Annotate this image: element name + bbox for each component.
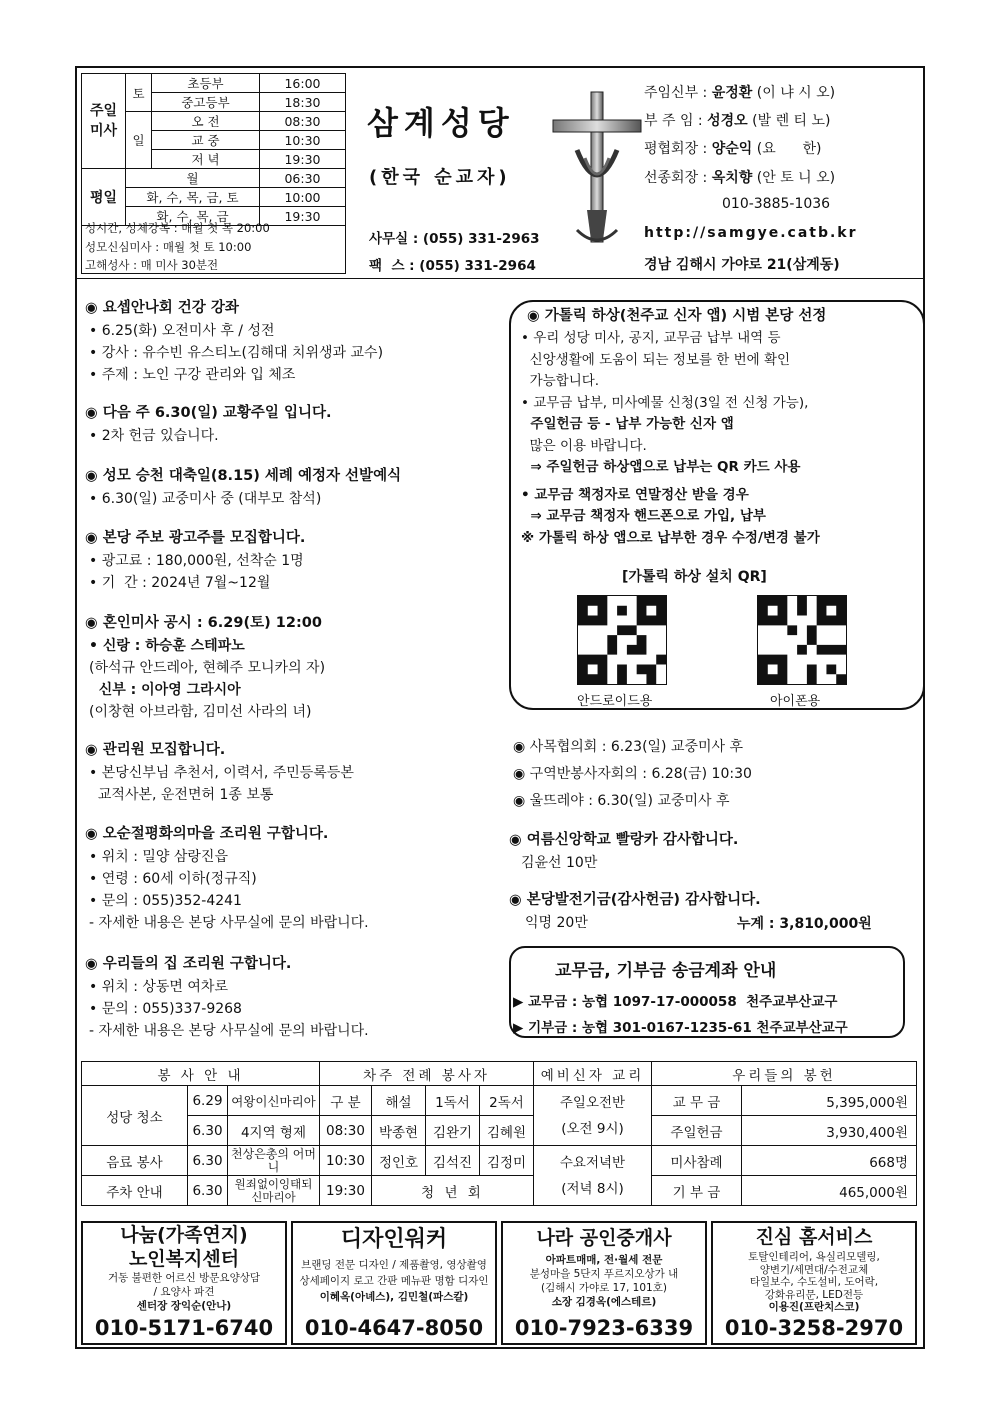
notice-line: • 6.30(일) 교중미사 중 (대부모 참석) — [89, 491, 322, 507]
meeting-item: ◉ 구역반봉사자회의 : 6.28(금) 10:30 — [513, 766, 752, 782]
liturgy-cell: 김정미 — [480, 1146, 534, 1176]
liturgy-cell: 김혜원 — [480, 1116, 534, 1146]
ad-title: 진심 홈서비스 — [755, 1226, 873, 1248]
sunday-mass-label: 주일 미사 — [82, 74, 126, 169]
app-info-title: ◉ 가톨릭 하상(천주교 신자 앱) 시범 본당 선정 — [527, 308, 827, 324]
mass-time: 18:30 — [260, 93, 346, 112]
notice-line: - 자세한 내용은 본당 사무실에 문의 바랍니다. — [89, 1023, 369, 1039]
ad-title: 노인복지센터 — [128, 1248, 240, 1270]
ad-desc: 토탈인테리어, 욕실리모델링, — [748, 1251, 880, 1263]
notice-advertiser — [85, 526, 305, 594]
meeting-list — [509, 734, 752, 815]
notice-title: ◉ 오순절평화의마을 조리원 구합니다. — [85, 826, 329, 842]
offering-key: 기 부 금 — [652, 1176, 742, 1206]
offering-value: 465,000원 — [742, 1176, 917, 1206]
app-info-line: 주일헌금 등 - 납부 가능한 신자 앱 — [521, 416, 734, 432]
staff-funeral: 선종회장 : 옥치향 (안 토 니 오) — [644, 170, 836, 186]
notice-title: ◉ 본당 주보 광고주를 모집합니다. — [85, 530, 306, 546]
offering-value: 3,930,400원 — [742, 1116, 917, 1146]
cleaning-label: 성당 청소 — [82, 1086, 188, 1146]
notice-line: • 2차 헌금 있습니다. — [89, 428, 219, 444]
notice-line: • 연령 : 60세 이하(정규직) — [89, 871, 257, 887]
liturgy-cell: 청 년 회 — [372, 1176, 534, 1206]
meeting-item: ◉ 사목협의회 : 6.23(일) 교중미사 후 — [513, 739, 744, 755]
ad-desc: / 요양사 파견 — [153, 1286, 215, 1298]
service-date: 6.29 — [188, 1086, 228, 1116]
service-header: 봉 사 안 내 — [82, 1062, 320, 1086]
liturgy-cell: 19:30 — [320, 1176, 372, 1206]
mass-name: 초등부 — [152, 74, 260, 93]
ad-phone[interactable]: 010-3258-2970 — [724, 1316, 904, 1340]
app-info-line: 많은 이용 바랍니다. — [521, 437, 647, 454]
service-who: 원죄없이잉태되신마리아 — [228, 1176, 320, 1206]
notice-cook-2 — [85, 952, 369, 1042]
staff-role: 선종회장 — [644, 170, 699, 186]
fax-number: 팩 스 : (055) 331-2964 — [369, 258, 536, 274]
note-line: 성시간, 성체강복 : 매월 첫 목 20:00 — [85, 221, 270, 235]
ad-desc: 센터장 장익순(안나) — [136, 1300, 232, 1312]
ad-desc: 타일보수, 수도설비, 도어락, — [749, 1276, 879, 1288]
notice-baptism — [85, 464, 401, 510]
ad-design-worker — [291, 1221, 497, 1345]
staff-name: 윤정환 — [711, 85, 753, 101]
ad-title: 디자인워커 — [340, 1227, 448, 1252]
liturgy-cell: 08:30 — [320, 1116, 372, 1146]
ad-desc: 이용진(프란치스코) — [768, 1301, 860, 1313]
catechism-class: 수요저녁반 — [559, 1154, 626, 1171]
notice-line: • 기 간 : 2024년 7월~12월 — [89, 575, 271, 591]
ad-desc: 분성마을 5단지 푸르지오상가 내 — [529, 1268, 679, 1280]
catechism-sunday — [534, 1086, 652, 1146]
cross-logo-icon — [547, 90, 647, 262]
staff-saint: (이 냐 시 오) — [756, 85, 836, 101]
notice-line: 신부 : 이아영 그라시아 — [89, 682, 241, 698]
note-line: 성모신심미사 : 매월 첫 토 10:00 — [85, 240, 252, 254]
service-table — [81, 1061, 917, 1206]
offering-key: 교 무 금 — [652, 1086, 742, 1116]
ad-desc: 아파트매매, 전·월세 전문 — [545, 1254, 663, 1266]
app-info-line: ⇒ 교무금 책정자 핸드폰으로 가입, 납부 — [521, 508, 766, 524]
app-info-line: • 교무금 납부, 미사예물 신청(3일 전 신청 가능), — [521, 394, 809, 411]
service-who: 4지역 형제 — [228, 1116, 320, 1146]
catechism-time: (오전 9시) — [561, 1120, 624, 1137]
notice-title: ◉ 관리원 모집합니다. — [85, 742, 226, 758]
staff-saint: (요 한) — [756, 141, 822, 157]
staff-saint: (안 토 니 오) — [756, 170, 836, 186]
mass-name: 저 녁 — [152, 150, 260, 169]
staff-saint: (발 렌 티 노) — [752, 113, 831, 129]
offering-value: 5,395,000원 — [742, 1086, 917, 1116]
church-address: 경남 김해시 가야로 21(삼계동) — [644, 257, 840, 273]
offering-header: 우리들의 봉헌 — [652, 1062, 917, 1086]
ad-phone[interactable]: 010-5171-6740 — [94, 1316, 274, 1340]
ad-desc: 상세페이지 로고 간판 메뉴판 명함 디자인 — [299, 1275, 489, 1287]
notice-title: ◉ 우리들의 집 조리원 구합니다. — [85, 956, 292, 972]
staff-council: 평협회장 : 양순익 (요 한) — [644, 141, 822, 157]
notice-line: • 문의 : 055)352-4241 — [89, 893, 242, 909]
ad-realtor — [501, 1221, 707, 1345]
liturgy-cell: 1독서 — [426, 1086, 480, 1116]
thanks-summer-school — [509, 828, 738, 874]
notice-line: • 강사 : 유수빈 유스티노(김해대 치위생과 교수) — [89, 345, 384, 361]
app-info-line: • 교무금 책정자로 연말정산 받을 경우 — [521, 486, 749, 503]
notice-title: ◉ 성모 승천 대축일(8.15) 세례 예정자 선발예식 — [85, 468, 402, 484]
liturgy-cell: 10:30 — [320, 1146, 372, 1176]
parking-label: 주차 안내 — [82, 1176, 188, 1206]
liturgy-cell: 구 분 — [320, 1086, 372, 1116]
mass-name: 오 전 — [152, 112, 260, 131]
mass-time: 10:00 — [260, 188, 346, 207]
drink-label: 음료 봉사 — [82, 1146, 188, 1176]
note-line: 고해성사 : 매 미사 30분전 — [85, 258, 219, 272]
mass-name: 화, 수, 목, 금, 토 — [126, 188, 260, 207]
ad-phone[interactable]: 010-4647-8050 — [304, 1316, 484, 1340]
notice-manager — [85, 738, 354, 806]
notice-title: ◉ 요셉안나회 건강 강좌 — [85, 300, 239, 316]
notice-line: • 신랑 : 하승훈 스테파노 — [89, 638, 245, 654]
mass-name: 월 — [126, 169, 260, 188]
qr-android-icon[interactable] — [577, 595, 667, 685]
notice-line: • 본당신부님 추천서, 이력서, 주민등록등본 — [89, 765, 354, 781]
ad-desc: (김해시 가야로 17, 101호) — [541, 1282, 667, 1294]
ad-title: 나라 공인중개사 — [536, 1227, 672, 1249]
notice-line: 교적사본, 운전면허 1종 보통 — [89, 787, 274, 803]
notice-line: • 위치 : 상동면 여차로 — [89, 979, 228, 995]
liturgy-cell: 정인호 — [372, 1146, 426, 1176]
notice-wedding — [85, 611, 325, 723]
ad-desc: 강화유리문, LED전등 — [764, 1288, 864, 1301]
notice-line: • 위치 : 밀양 삼랑진읍 — [89, 849, 228, 865]
app-info-line: 신앙생활에 도움이 되는 정보를 한 번에 확인 — [521, 351, 791, 368]
mass-time: 08:30 — [260, 112, 346, 131]
ad-title: 나눔(가족연지) — [120, 1224, 248, 1246]
catechism-wednesday — [534, 1146, 652, 1206]
liturgy-cell: 박종현 — [372, 1116, 426, 1146]
liturgy-header: 차주 전례 봉사자 — [320, 1062, 534, 1086]
notice-line: • 주제 : 노인 구강 관리와 입 체조 — [89, 367, 296, 383]
staff-assistant: 부 주 임 : 성경오 (발 렌 티 노) — [644, 113, 831, 129]
thanks-title: ◉ 여름신앙학교 빨랑카 감사합니다. — [509, 832, 739, 848]
qr-iphone-icon[interactable] — [757, 595, 847, 685]
church-name: 삼계성당 — [367, 104, 515, 142]
service-date: 6.30 — [188, 1176, 228, 1206]
bulletin-page — [75, 66, 925, 1349]
office-phone: 사무실 : (055) 331-2963 — [369, 231, 540, 247]
bank-line: ▶ 교무금 : 농협 1097-17-000058 천주교부산교구 — [513, 994, 838, 1010]
mass-time: 16:00 — [260, 74, 346, 93]
app-info-line: ※ 가톨릭 하상 앱으로 납부한 경우 수정/변경 불가 — [521, 529, 820, 546]
notice-title: ◉ 혼인미사 공시 : 6.29(토) 12:00 — [85, 615, 322, 631]
offering-key: 미사참례 — [652, 1146, 742, 1176]
liturgy-cell: 김완기 — [426, 1116, 480, 1146]
mass-name: 화, 수, 목, 금 — [126, 207, 260, 226]
mass-name: 중고등부 — [152, 93, 260, 112]
header-divider — [77, 278, 923, 279]
mass-name: 교 중 — [152, 131, 260, 150]
app-info-line: ⇒ 주일헌금 하상앱으로 납부는 QR 카드 사용 — [521, 459, 801, 475]
mass-time: 19:30 — [260, 207, 346, 226]
staff-name: 양순익 — [711, 141, 753, 157]
catechism-header: 예비신자 교리 — [534, 1062, 652, 1086]
staff-role: 주임신부 — [644, 85, 699, 101]
qr-android-label: 안드로이드용 — [577, 694, 653, 709]
ad-home-service — [711, 1221, 917, 1345]
fund-total: 누계 : 3,810,000원 — [737, 916, 872, 932]
ad-desc: 이혜옥(아녜스), 김민철(파스칼) — [319, 1291, 469, 1303]
staff-pastor: 주임신부 : 윤정환 (이 냐 시 오) — [644, 85, 836, 101]
website-url[interactable]: http://samgye.catb.kr — [644, 225, 858, 241]
service-date: 6.30 — [188, 1116, 228, 1146]
notice-line: • 6.25(화) 오전미사 후 / 성전 — [89, 323, 275, 339]
notice-line: • 문의 : 055)337-9268 — [89, 1001, 242, 1017]
offering-value: 668명 — [742, 1146, 917, 1176]
app-info-line: 가능합니다. — [521, 373, 600, 389]
weekday-mass-label: 평일 — [82, 169, 126, 226]
mass-time: 06:30 — [260, 169, 346, 188]
catechism-class: 주일오전반 — [559, 1094, 626, 1111]
notice-papal-sunday — [85, 401, 332, 447]
ad-desc: 브랜딩 전문 디자인 / 제품촬영, 영상촬영 — [301, 1259, 487, 1271]
ad-desc: 소장 김경옥(에스테르) — [551, 1296, 657, 1308]
notice-line: (이창현 아브라함, 김미선 사라의 녀) — [89, 704, 312, 720]
ad-phone[interactable]: 010-7923-6339 — [514, 1316, 694, 1340]
mass-time: 10:30 — [260, 131, 346, 150]
notice-title: ◉ 다음 주 6.30(일) 교황주일 입니다. — [85, 405, 332, 421]
church-subtitle: (한국 순교자) — [369, 167, 511, 188]
offering-key: 주일헌금 — [652, 1116, 742, 1146]
staff-role: 평협회장 — [644, 141, 699, 157]
thanks-title: ◉ 본당발전기금(감사헌금) 감사합니다. — [509, 892, 761, 908]
bank-title: 교무금, 기부금 송금계좌 안내 — [555, 961, 777, 981]
staff-name: 옥치향 — [711, 170, 753, 186]
thanks-line: 김윤선 10만 — [521, 855, 598, 871]
notice-cook-1 — [85, 822, 369, 934]
liturgy-cell: 해설 — [372, 1086, 426, 1116]
ad-desc: 양변기/세면대/수전교체 — [759, 1263, 869, 1276]
notice-health-lecture — [85, 296, 383, 386]
saturday-label: 토 — [126, 74, 152, 112]
service-who: 천상은총의 어머니 — [228, 1146, 320, 1176]
staff-name: 성경오 — [707, 113, 748, 129]
notice-line: - 자세한 내용은 본당 사무실에 문의 바랍니다. — [89, 915, 369, 931]
staff-role: 부 주 임 — [644, 113, 694, 129]
ad-desc: 거동 불편한 어르신 방문요양상담 — [107, 1272, 260, 1284]
service-date: 6.30 — [188, 1146, 228, 1176]
mass-time: 19:30 — [260, 150, 346, 169]
app-info-line: • 우리 성당 미사, 공지, 교무금 납부 내역 등 — [521, 330, 781, 346]
liturgy-cell: 김석진 — [426, 1146, 480, 1176]
notice-line: (하석규 안드레아, 현혜주 모니카의 자) — [89, 660, 326, 676]
notice-line: • 광고료 : 180,000원, 선착순 1명 — [89, 553, 304, 569]
meeting-item: ◉ 울뜨레야 : 6.30(일) 교중미사 후 — [513, 793, 730, 809]
catechism-time: (저녁 8시) — [561, 1180, 624, 1197]
app-info-text — [517, 304, 826, 549]
bank-line: ▶ 기부금 : 농협 301-0167-1235-61 천주교부산교구 — [513, 1020, 848, 1036]
thanks-line: 익명 20만 — [525, 915, 588, 931]
qr-iphone-label: 아이폰용 — [770, 694, 821, 709]
liturgy-cell: 2독서 — [480, 1086, 534, 1116]
ad-welfare-center — [81, 1221, 287, 1345]
service-who: 여왕이신마리아 — [228, 1086, 320, 1116]
staff-phone: 010-3885-1036 — [722, 196, 831, 212]
qr-title: [가톨릭 하상 설치 QR] — [622, 569, 767, 585]
mass-schedule-table — [81, 73, 346, 226]
sunday-label: 일 — [126, 112, 152, 169]
